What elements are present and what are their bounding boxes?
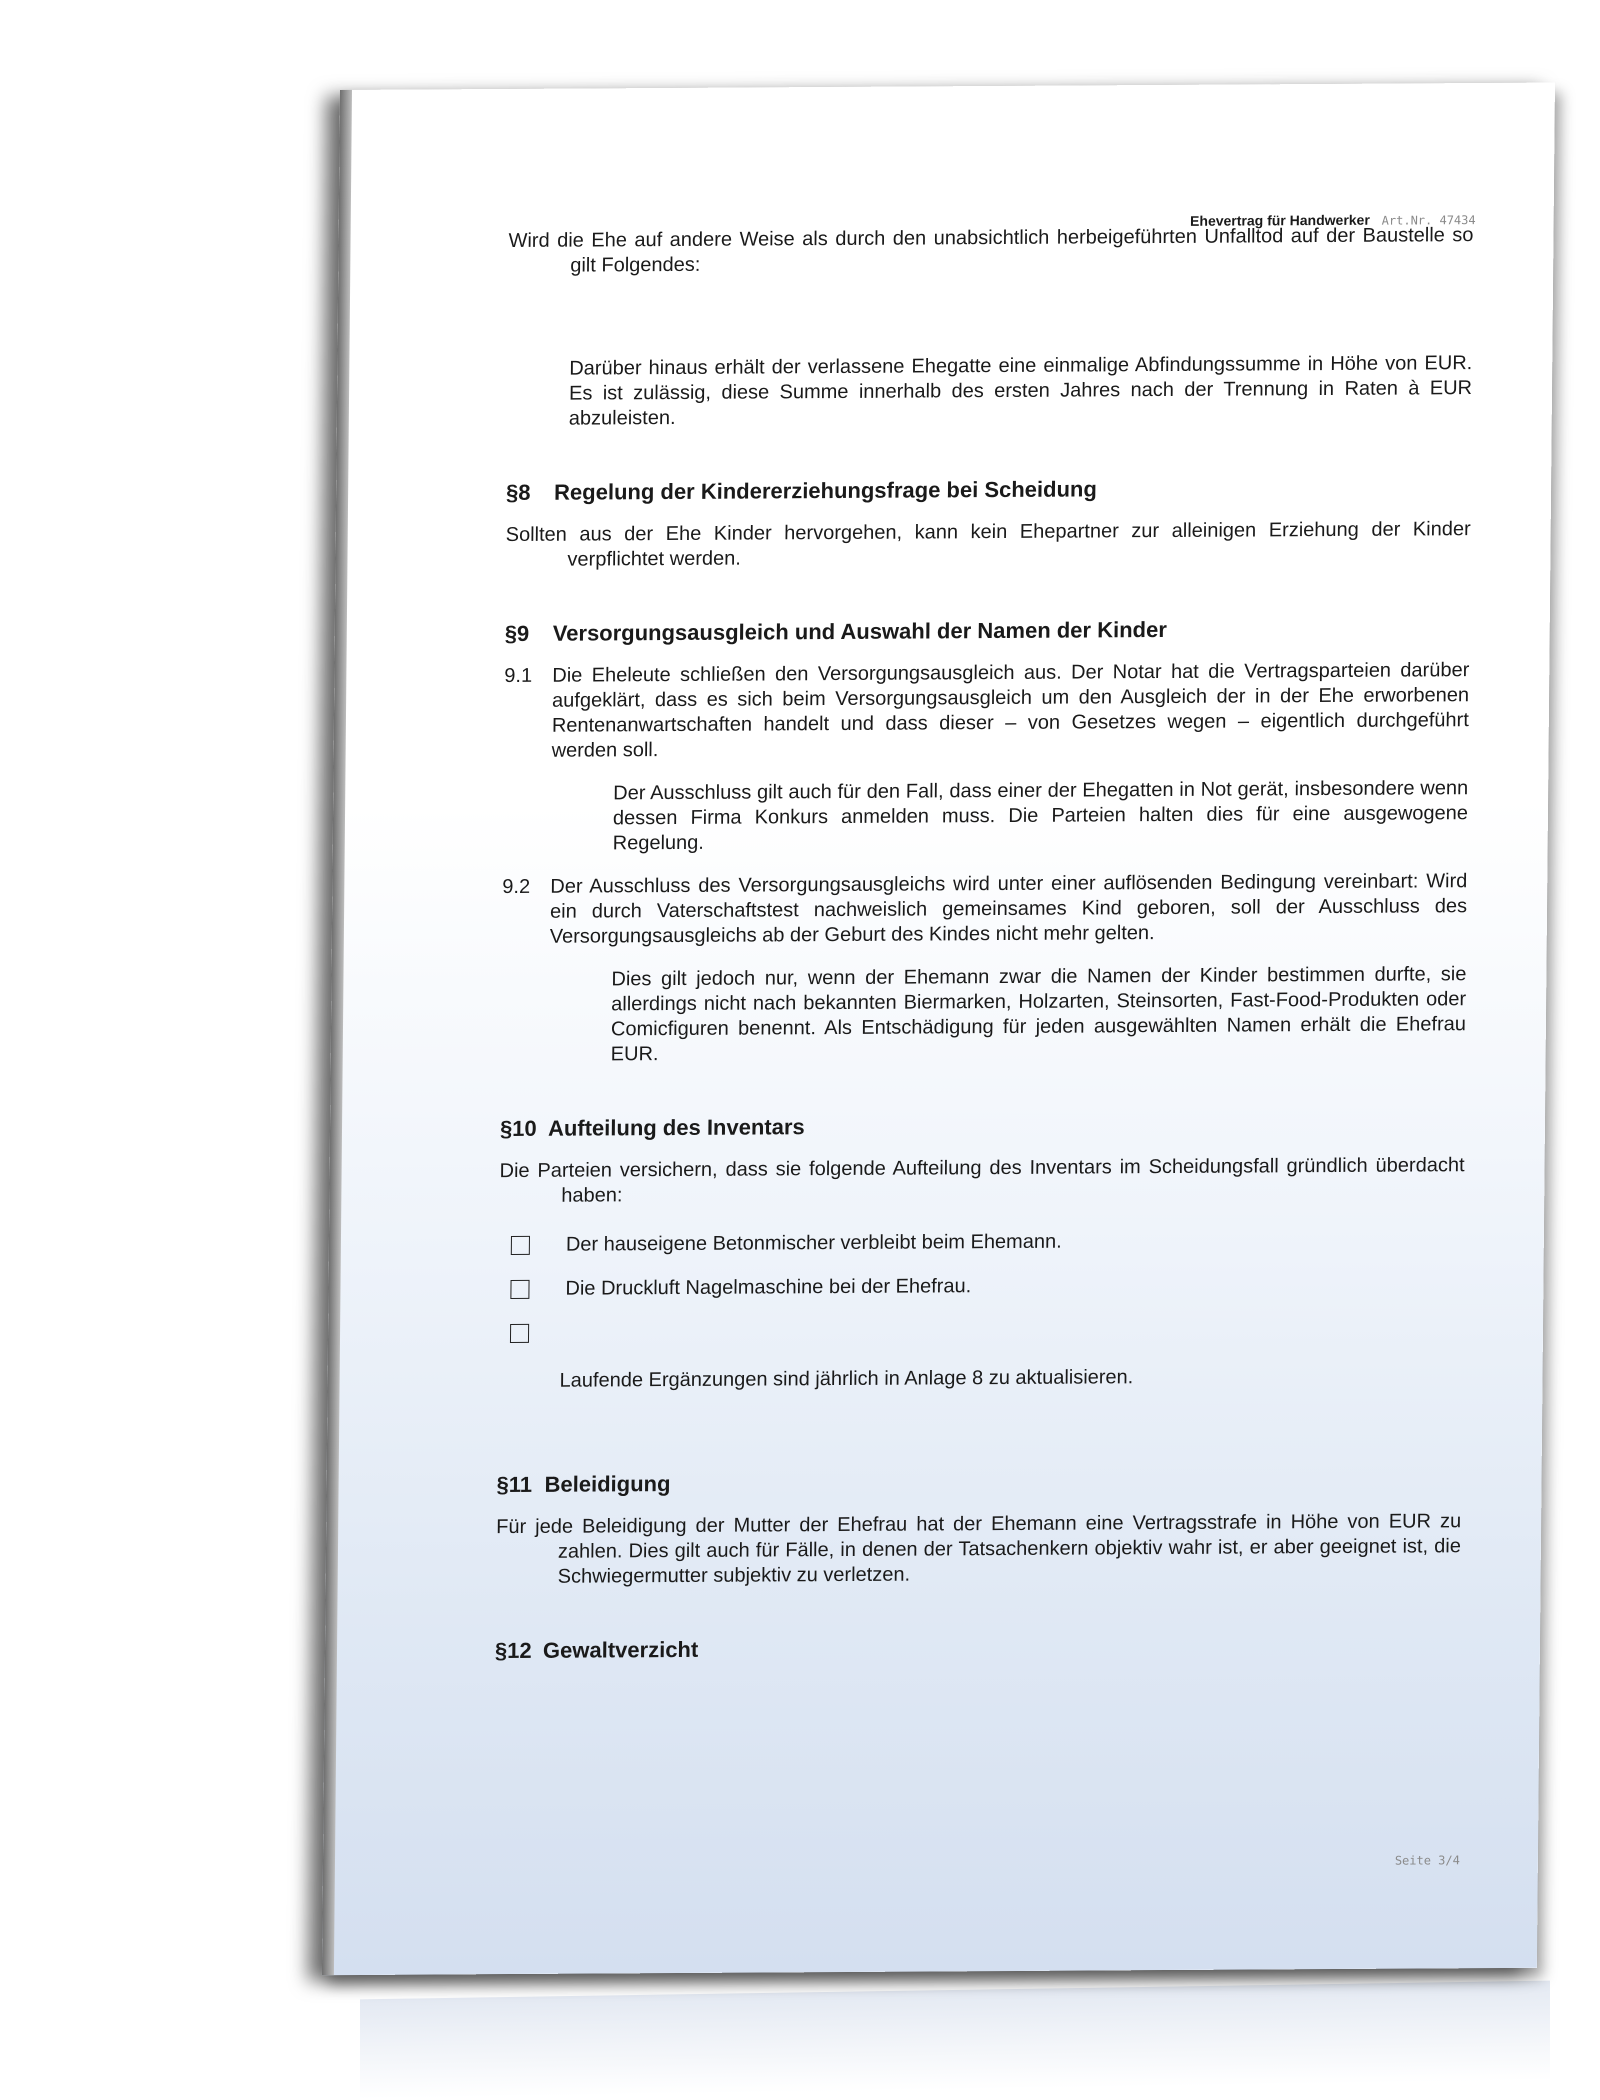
inventory-checkbox-1[interactable]	[511, 1235, 530, 1254]
clause-9-2-continuation: Dies gilt jedoch nur, wenn der Ehemann zwar die Namen der Kinder bestimmen durfte, sie allerdings nicht nach bekannten Biermarken, Holzarten, Steinsorten, Fast-Food-Produkten oder Comicfiguren benennt. Als Entschädigung für jeden ausgewählten Namen erhält die Ehefrau EUR.	[610, 963, 1467, 1066]
section-11-title: Beleidigung	[544, 1471, 671, 1497]
section-11-number: §11	[496, 1471, 533, 1498]
header-title: Ehevertrag für Handwerker	[1190, 211, 1370, 229]
section-12-heading	[495, 1632, 1460, 1663]
document-page	[322, 83, 1555, 1976]
inventory-note: Laufende Ergänzungen sind jährlich in Anlage 8 zu aktualisieren.	[559, 1366, 1134, 1392]
section-8-number: §8	[505, 479, 531, 506]
inventory-item-2-label: Die Druckluft Nagelmaschine bei der Ehefrau.	[565, 1274, 972, 1300]
clause-9-1	[504, 658, 1470, 764]
inventory-checkbox-2[interactable]	[510, 1279, 529, 1298]
header-article-number: Art.Nr. 47434	[1381, 213, 1476, 228]
section-11-paragraph: Für jede Beleidigung der Mutter der Ehefrau hat der Ehemann eine Vertragsstrafe in Höhe von EUR zu zahlen. Dies gilt auch für Fälle, in denen der Tatsachenkern objektiv wahr ist, er aber geeignet ist, die Schwiegermutter subjektiv zu verletzen.	[496, 1510, 1462, 1588]
page-reflection	[360, 1981, 1550, 2100]
section-8-paragraph: Sollten aus der Ehe Kinder hervorgehen, kann kein Ehepartner zur alleinigen Erziehung der Kinder verpflichtet werden.	[505, 518, 1471, 571]
clause-9-2-text: Der Ausschluss des Versorgungsausgleichs wird unter einer auflösenden Bedingung vereinbart: Wird ein durch Vaterschaftstest nachweislich gemeinsames Kind geboren, soll der Ausschluss des Versorgungsausgleichs ab der Geburt des Kindes nicht mehr gelten.	[549, 870, 1468, 948]
clause-9-1-number: 9.1	[504, 664, 533, 688]
section-10-paragraph: Die Parteien versichern, dass sie folgende Aufteilung des Inventars im Scheidungsfall gründlich überdacht haben:	[499, 1154, 1465, 1207]
inventory-item-3	[498, 1309, 1463, 1351]
section-12-number: §12	[494, 1637, 532, 1664]
section-12-title: Gewaltverzicht	[542, 1636, 699, 1663]
page-edge	[322, 90, 352, 1975]
document-content	[495, 223, 1474, 1663]
clause-9-2-number: 9.2	[502, 875, 531, 899]
section-9-number: §9	[504, 620, 530, 647]
section-10-number: §10	[499, 1115, 537, 1142]
clause-9-2	[502, 869, 1468, 950]
section-9-title: Versorgungsausgleich und Auswahl der Namen der Kinder	[552, 616, 1167, 646]
inventory-item-2	[498, 1265, 1463, 1307]
page-number: Seite 3/4	[1394, 1853, 1460, 1868]
inventory-item-1	[499, 1221, 1464, 1263]
section-10-title: Aufteilung des Inventars	[547, 1114, 805, 1141]
intro-paragraph: Wird die Ehe auf andere Weise als durch den unabsichtlich herbeigeführten Unfalltod auf der Baustelle so gilt Folgendes:	[508, 224, 1474, 277]
inventory-item-1-label: Der hauseigene Betonmischer verbleibt beim Ehemann.	[565, 1230, 1062, 1256]
settlement-paragraph: Darüber hinaus erhält der verlassene Ehegatte eine einmalige Abfindungssumme in Höhe von EUR. Es ist zulässig, diese Summe innerhalb des ersten Jahres nach der Trennung in Raten à EUR abzuleisten.	[568, 352, 1473, 430]
section-8-title: Regelung der Kindererziehungsfrage bei Scheidung	[553, 476, 1097, 505]
clause-9-1-text: Die Eheleute schließen den Versorgungsausgleich aus. Der Notar hat die Vertragsparteien darüber aufgeklärt, dass es sich beim Versorgungsausgleich um den Ausgleich der in der Ehe erworbenen Rentenanwartschaften handelt und dass dieser – von Gesetzes wegen – eigentlich durchgeführt werden soll.	[551, 659, 1470, 762]
inventory-checkbox-3[interactable]	[510, 1323, 529, 1342]
clause-9-1-continuation: Der Ausschluss gilt auch für den Fall, dass einer der Ehegatten in Not gerät, insbesondere wenn dessen Firma Konkurs anmelden muss. Die Parteien halten dies für eine ausgewogene Regelung.	[612, 777, 1469, 855]
